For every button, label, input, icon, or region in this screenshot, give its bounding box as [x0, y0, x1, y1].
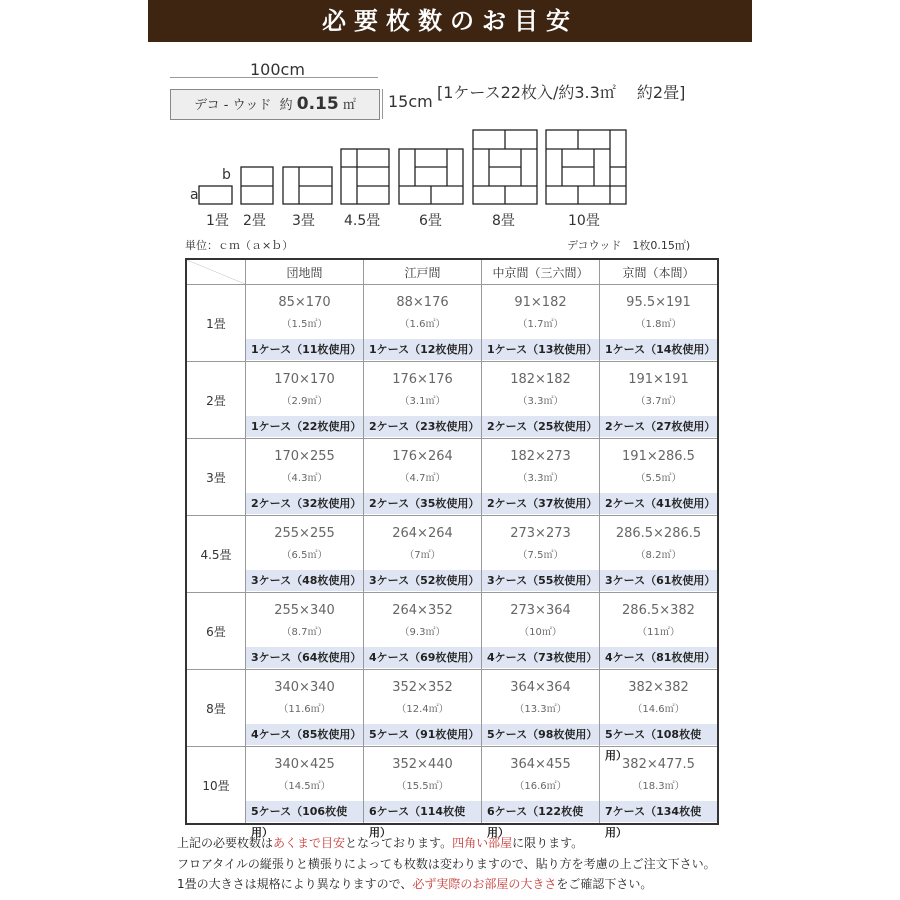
room-area: （3.7㎡） — [635, 396, 682, 407]
table-cell — [246, 747, 364, 839]
cases-needed: 2ケース（35枚使用） — [364, 493, 481, 514]
note-line-1 — [177, 833, 716, 854]
diagram-8-jo — [473, 130, 537, 204]
cases-needed: 4ケース（73枚使用） — [482, 647, 599, 668]
col-header: 団地間 — [246, 259, 364, 285]
table-row — [186, 439, 718, 516]
corner-cell — [186, 259, 246, 285]
room-size: 170×170 — [274, 372, 335, 387]
tile-area-prefix: 約 — [279, 98, 293, 113]
room-size: 364×364 — [510, 680, 571, 695]
room-size: 182×273 — [510, 449, 571, 464]
cases-needed: 1ケース（14枚使用） — [600, 339, 717, 360]
diagram-1-jo — [199, 186, 232, 204]
note-line-3 — [177, 874, 716, 895]
cases-needed: 3ケース（61枚使用） — [600, 570, 717, 591]
cases-needed: 1ケース（22枚使用） — [246, 416, 363, 437]
tile-height: 15cm — [388, 92, 433, 111]
room-area: （13.3㎡） — [514, 704, 567, 715]
cases-needed: 1ケース（11枚使用） — [246, 339, 363, 360]
page-title: 必要枚数のお目安 — [148, 0, 752, 42]
cases-needed: 4ケース（85枚使用） — [246, 724, 363, 745]
cases-needed: 3ケース（64枚使用） — [246, 647, 363, 668]
table-cell — [246, 439, 364, 516]
room-area: （1.8㎡） — [635, 319, 682, 330]
room-size: 340×340 — [274, 680, 335, 695]
cases-needed: 3ケース（48枚使用） — [246, 570, 363, 591]
room-area: （9.3㎡） — [399, 627, 446, 638]
note-line-2: フロアタイルの縦張りと横張りによっても枚数は変わりますので、貼り方を考慮の上ご注文下さい。 — [177, 856, 716, 871]
cases-needed: 1ケース（13枚使用） — [482, 339, 599, 360]
note-text: をご確認下さい。 — [556, 877, 653, 891]
table-cell — [600, 439, 719, 516]
col-header: 京間（本間） — [600, 259, 719, 285]
room-area: （6.5㎡） — [281, 550, 328, 561]
table-cell — [246, 362, 364, 439]
note-text: 1畳の大きさは規格により異なりますので、 — [177, 877, 413, 891]
row-label: 3畳 — [186, 439, 246, 516]
table-cell — [364, 516, 482, 593]
room-area: （5.5㎡） — [635, 473, 682, 484]
room-area: （2.9㎡） — [281, 396, 328, 407]
table-row — [186, 593, 718, 670]
cases-needed: 7ケース（134枚使用） — [600, 801, 717, 822]
cases-needed: 2ケース（27枚使用） — [600, 416, 717, 437]
table-cell — [600, 670, 719, 762]
cases-needed: 5ケース（98枚使用） — [482, 724, 599, 745]
table-cell — [364, 362, 482, 439]
label-b: b — [222, 167, 231, 183]
room-size: 364×455 — [510, 757, 571, 772]
room-area: （7㎡） — [404, 550, 441, 561]
room-area: （11.6㎡） — [278, 704, 331, 715]
cases-needed: 3ケース（52枚使用） — [364, 570, 481, 591]
col-header: 中京間（三六間） — [482, 259, 600, 285]
tile-name: デコ - ウッド — [194, 98, 272, 113]
table-row — [186, 285, 718, 362]
row-label: 1畳 — [186, 285, 246, 362]
note-text: 上記の必要枚数は — [177, 836, 274, 850]
room-size: 255×255 — [274, 526, 335, 541]
room-area: （11㎡） — [637, 627, 680, 638]
diagram-label-1: 1畳 — [206, 213, 229, 229]
row-label: 10畳 — [186, 747, 246, 825]
note-text: に限ります。 — [512, 836, 584, 850]
table-cell — [482, 362, 600, 439]
room-area: （14.6㎡） — [632, 704, 685, 715]
table-cell — [364, 593, 482, 670]
cases-needed: 1ケース（12枚使用） — [364, 339, 481, 360]
tile-area-unit: ㎡ — [342, 98, 356, 113]
diagram-label-3: 3畳 — [292, 213, 315, 229]
table-row — [186, 670, 718, 747]
table-cell — [246, 670, 364, 747]
row-label: 2畳 — [186, 362, 246, 439]
cases-needed: 2ケース（23枚使用） — [364, 416, 481, 437]
room-area: （18.3㎡） — [632, 781, 685, 792]
table-cell — [600, 593, 719, 670]
row-label: 4.5畳 — [186, 516, 246, 593]
cases-needed: 4ケース（81枚使用） — [600, 647, 717, 668]
room-area: （1.7㎡） — [517, 319, 564, 330]
note-emphasis: あくまで目安 — [273, 836, 346, 850]
room-size: 255×340 — [274, 603, 335, 618]
room-area: （7.5㎡） — [517, 550, 564, 561]
table-cell — [246, 285, 364, 362]
room-size: 182×182 — [510, 372, 571, 387]
room-size: 176×264 — [392, 449, 453, 464]
table-cell — [600, 516, 719, 593]
room-size: 85×170 — [278, 295, 331, 310]
room-size: 352×440 — [392, 757, 453, 772]
notes — [177, 833, 716, 895]
room-size: 176×176 — [392, 372, 453, 387]
cases-needed: 2ケース（25枚使用） — [482, 416, 599, 437]
diagram-label-8: 8畳 — [492, 213, 515, 229]
diagram-label-10: 10畳 — [568, 213, 600, 229]
room-size: 382×382 — [628, 680, 689, 695]
table-cell — [482, 670, 600, 747]
room-area: （12.4㎡） — [396, 704, 449, 715]
cases-needed: 6ケース（114枚使用） — [364, 801, 481, 822]
table-cell — [246, 593, 364, 670]
room-area: （10㎡） — [519, 627, 562, 638]
room-size: 91×182 — [514, 295, 567, 310]
room-size: 273×364 — [510, 603, 571, 618]
cases-needed: 3ケース（55枚使用） — [482, 570, 599, 591]
cases-needed: 5ケース（106枚使用） — [246, 801, 363, 822]
diagram-4-5-jo — [341, 149, 389, 204]
room-size: 340×425 — [274, 757, 335, 772]
room-area: （8.2㎡） — [635, 550, 682, 561]
room-size: 286.5×382 — [622, 603, 695, 618]
case-info: [1ケース22枚入/約3.3㎡ 約2畳] — [437, 83, 686, 102]
room-area: （15.5㎡） — [396, 781, 449, 792]
room-size: 264×264 — [392, 526, 453, 541]
table-cell — [482, 285, 600, 362]
room-size: 352×352 — [392, 680, 453, 695]
table-cell — [482, 593, 600, 670]
room-area: （4.7㎡） — [399, 473, 446, 484]
diagram-2-jo — [241, 167, 273, 204]
room-area: （1.6㎡） — [399, 319, 446, 330]
cases-needed: 5ケース（91枚使用） — [364, 724, 481, 745]
tatami-layout-diagrams — [0, 0, 900, 240]
table-cell — [364, 747, 482, 839]
row-label: 6畳 — [186, 593, 246, 670]
table-cell — [246, 516, 364, 593]
cases-needed: 6ケース（122枚使用） — [482, 801, 599, 822]
diagram-label-2: 2畳 — [243, 213, 266, 229]
cases-needed: 4ケース（69枚使用） — [364, 647, 481, 668]
diagram-10-jo — [546, 130, 626, 204]
room-size: 88×176 — [396, 295, 449, 310]
table-cell — [600, 285, 719, 362]
room-area: （8.7㎡） — [281, 627, 328, 638]
col-header: 江戸間 — [364, 259, 482, 285]
row-label: 8畳 — [186, 670, 246, 747]
table-cell — [482, 747, 600, 839]
room-area: （3.3㎡） — [517, 396, 564, 407]
room-size: 170×255 — [274, 449, 335, 464]
table-row — [186, 516, 718, 593]
table-cell — [364, 670, 482, 747]
diagram-label-6: 6畳 — [419, 213, 442, 229]
table-cell — [364, 439, 482, 516]
cases-needed: 2ケース（41枚使用） — [600, 493, 717, 514]
note-text: となっております。 — [345, 836, 453, 850]
table-cell — [482, 516, 600, 593]
unit-note: 単位：ｃｍ（ａ×ｂ） — [185, 239, 294, 252]
label-a: a — [190, 187, 199, 203]
room-size: 286.5×286.5 — [615, 526, 702, 541]
room-area: （14.5㎡） — [278, 781, 331, 792]
room-area: （1.5㎡） — [281, 319, 328, 330]
cases-needed: 2ケース（32枚使用） — [246, 493, 363, 514]
room-size: 273×273 — [510, 526, 571, 541]
table-row — [186, 362, 718, 439]
table-row — [186, 747, 718, 825]
room-size: 264×352 — [392, 603, 453, 618]
table-cell — [482, 439, 600, 516]
note-emphasis: 必ず実際のお部屋の大きさ — [412, 877, 557, 891]
room-size: 382×477.5 — [622, 757, 695, 772]
table-cell — [364, 285, 482, 362]
per-sheet-note: デコウッド 1枚0.15㎡) — [567, 239, 691, 252]
diagram-6-jo — [399, 149, 463, 204]
cases-needed: 2ケース（37枚使用） — [482, 493, 599, 514]
required-sheets-table — [185, 258, 719, 839]
room-size: 95.5×191 — [626, 295, 691, 310]
cases-needed: 5ケース（108枚使用） — [600, 724, 717, 745]
room-area: （4.3㎡） — [281, 473, 328, 484]
room-size: 191×286.5 — [622, 449, 695, 464]
note-emphasis: 四角い部屋 — [452, 836, 513, 850]
room-size: 191×191 — [628, 372, 689, 387]
tile-area: 0.15 — [296, 94, 339, 114]
diagram-label-4-5: 4.5畳 — [344, 213, 381, 229]
table-cell — [600, 362, 719, 439]
room-area: （3.1㎡） — [399, 396, 446, 407]
room-area: （3.3㎡） — [517, 473, 564, 484]
room-area: （16.6㎡） — [514, 781, 567, 792]
tile-width: 100cm — [250, 60, 305, 79]
diagram-3-jo — [283, 167, 332, 204]
